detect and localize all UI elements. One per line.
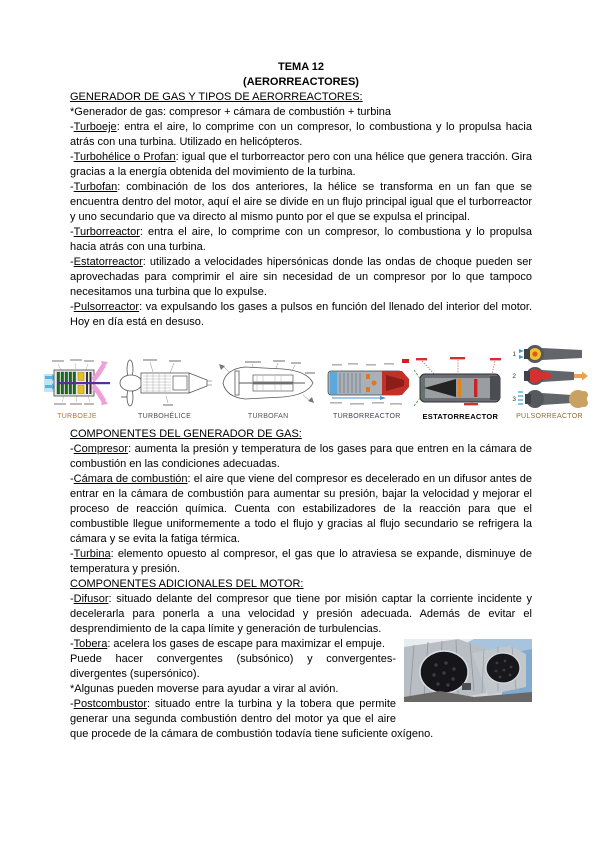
paragraph-postcombustor xyxy=(70,697,532,742)
paragraph-difusor xyxy=(70,592,532,637)
term-dash: - xyxy=(70,301,74,313)
paragraph-text: : va expulsando los gases a pulsos en función del llenado del interior del motor. Hoy en día está en desuso. xyxy=(70,301,532,328)
jet-nozzles-photo xyxy=(404,639,532,702)
paragraph-compresor xyxy=(70,442,532,472)
paragraph-turbina xyxy=(70,547,532,577)
paragraph-turboeje xyxy=(70,120,532,150)
engine-types-figure-strip xyxy=(42,344,588,421)
estatorreactor-figure-label: ESTATORREACTOR xyxy=(422,412,499,421)
term-label: Turbofan xyxy=(73,181,118,193)
term-dash: - xyxy=(70,121,74,133)
term-dash: - xyxy=(70,593,74,605)
paragraph-text: : entra el aire, lo comprime con un compresor, lo combustiona y lo propulsa hacia atrás con una turbina. Utilizado en helicópteros. xyxy=(70,121,532,148)
paragraph-text: : el aire que viene del compresor es decelerado en un difusor antes de entrar en la cámara de combustión para aumentar su presión, bajar la velocidad y mejorar el proceso de reacción química. Cuenta con estabilizadores de la reacción para que el combustible llegue uniformemente a todo el flujo y gracias al flujo secundario se refrigera la cámara y se evita la fatiga térmica. xyxy=(70,473,532,545)
term-dash: - xyxy=(70,181,74,193)
pulsorreactor-step-1 xyxy=(511,344,588,364)
turbofan-figure xyxy=(217,356,319,421)
term-dash: - xyxy=(70,443,74,455)
term-dash: - xyxy=(70,473,74,485)
turbofan-diagram xyxy=(217,356,319,410)
paragraph-text: : entra el aire, lo comprime con un compresor, lo combustiona y lo propulsa hacia atrás con una turbina. xyxy=(70,226,532,253)
turborreactor-diagram xyxy=(324,356,410,410)
paragraph-pulsorreactor xyxy=(70,300,532,330)
term-dash: - xyxy=(70,256,74,268)
term-label: Compresor xyxy=(73,443,129,455)
paragraph-text: : aumenta la presión y temperatura de los gases para que entren en la cámara de combustión en las condiciones adecuadas. xyxy=(70,443,532,470)
step-number: 1 xyxy=(512,350,516,358)
paragraph-text: : combinación de los dos anteriores, la hélice se transforma en un fan que se encuentra dentro del motor, aquí el aire se divide en un flujo principal igual que el turborreactor y uno secundario que va directo al mismo punto por el que se expulsa el principal. xyxy=(70,181,532,223)
paragraph-text: : acelera los gases de escape para maximizar el empuje. xyxy=(107,638,385,650)
term-dash: - xyxy=(70,151,74,163)
term-dash: - xyxy=(70,548,74,560)
turboeje-diagram xyxy=(42,356,112,410)
term-label: Turborreactor xyxy=(73,226,140,238)
paragraph-turborreactor xyxy=(70,225,532,255)
paragraph-text: : utilizado a velocidades hipersónicas donde las ondas de choque pueden ser aprovechadas para comprimir el aire sin necesidad de un compresor por lo que tampoco necesitamos una turbina que lo expulse. xyxy=(70,256,532,298)
estatorreactor-diagram xyxy=(414,356,506,410)
paragraph-text: : situado delante del compresor que tiene por misión captar la corriente incidente y decelerarla para ponerla a una velocidad y presión adecuada. Además de evitar el desprendimiento de la capa límite y generación de turbulencias. xyxy=(70,593,532,635)
section-heading-componentes-generador: COMPONENTES DEL GENERADOR DE GAS: xyxy=(70,428,302,440)
turboeje-figure-label: TURBOEJE xyxy=(57,413,97,420)
term-label: Estatorreactor xyxy=(73,256,143,268)
step-number: 2 xyxy=(512,372,516,380)
pulsorreactor-figure-label: PULSORREACTOR xyxy=(516,413,583,420)
turborreactor-figure xyxy=(324,356,410,421)
paragraph-text: *Generador de gas: compresor + cámara de combustión + turbina xyxy=(70,106,392,118)
pulsorreactor-step-3-diagram xyxy=(518,388,588,410)
step-number: 3 xyxy=(512,395,516,403)
document-title: TEMA 12 xyxy=(277,61,325,73)
paragraph-turbofan xyxy=(70,180,532,225)
paragraph-text: : igual que el turborreactor pero con una hélice que genera tracción. Gira gracias a la energía obtenida del movimiento de la turbina. xyxy=(70,151,532,178)
pulsorreactor-figure xyxy=(511,344,588,421)
paragraph-text: : elemento opuesto al compresor, el gas que lo atraviesa se expande, disminuye de temperatura y presión. xyxy=(70,548,532,575)
term-dash: - xyxy=(70,698,74,710)
pulsorreactor-step-3 xyxy=(511,388,588,410)
paragraph-text: Puede hacer convergentes (subsónico) y convergentes-divergentes (supersónico). xyxy=(70,653,396,680)
paragraph-camara-combustion xyxy=(70,472,532,547)
paragraph-text: *Algunas pueden moverse para ayudar a virar al avión. xyxy=(70,683,339,695)
term-dash: - xyxy=(70,226,74,238)
turborreactor-figure-label: TURBORREACTOR xyxy=(333,413,401,420)
turbohelice-diagram xyxy=(117,356,213,410)
pulsorreactor-step-2-diagram xyxy=(518,366,588,386)
pulsorreactor-step-2 xyxy=(511,366,588,386)
section-heading-generador: GENERADOR DE GAS Y TIPOS DE AERORREACTORES: xyxy=(70,91,363,103)
section-heading-componentes-adicionales: COMPONENTES ADICIONALES DEL MOTOR: xyxy=(70,578,304,590)
paragraph-text: : situado entre la turbina y la tobera que permite generar una segunda combustión dentro del motor ya que el aire que procede de la cámara de combustión todavía tiene suficiente oxígeno. xyxy=(70,698,434,740)
term-label: Turbina xyxy=(73,548,111,560)
turbofan-figure-label: TURBOFAN xyxy=(247,413,289,420)
pulsorreactor-step-1-diagram xyxy=(518,344,588,364)
pulsorreactor-steps xyxy=(511,344,588,410)
term-label: Cámara de combustión xyxy=(73,473,188,485)
paragraph-generador-intro xyxy=(70,105,532,120)
term-label: Tobera xyxy=(73,638,108,650)
paragraph-estatorreactor xyxy=(70,255,532,300)
term-label: Turboeje xyxy=(73,121,117,133)
term-label: Pulsorreactor xyxy=(73,301,140,313)
paragraph-turbohelice xyxy=(70,150,532,180)
term-dash: - xyxy=(70,638,74,650)
term-label: Turbohélice o Profan xyxy=(73,151,176,163)
turbohelice-figure xyxy=(117,356,213,421)
page-content xyxy=(57,60,583,742)
turbohelice-figure-label: TURBOHÉLICE xyxy=(138,413,192,420)
estatorreactor-figure xyxy=(414,356,506,421)
term-label: Difusor xyxy=(73,593,109,605)
jet-nozzles-photo-image xyxy=(404,639,532,702)
term-label: Postcombustor xyxy=(73,698,148,710)
turboeje-figure xyxy=(42,356,112,421)
document-subtitle: (AERORREACTORES) xyxy=(243,76,359,88)
